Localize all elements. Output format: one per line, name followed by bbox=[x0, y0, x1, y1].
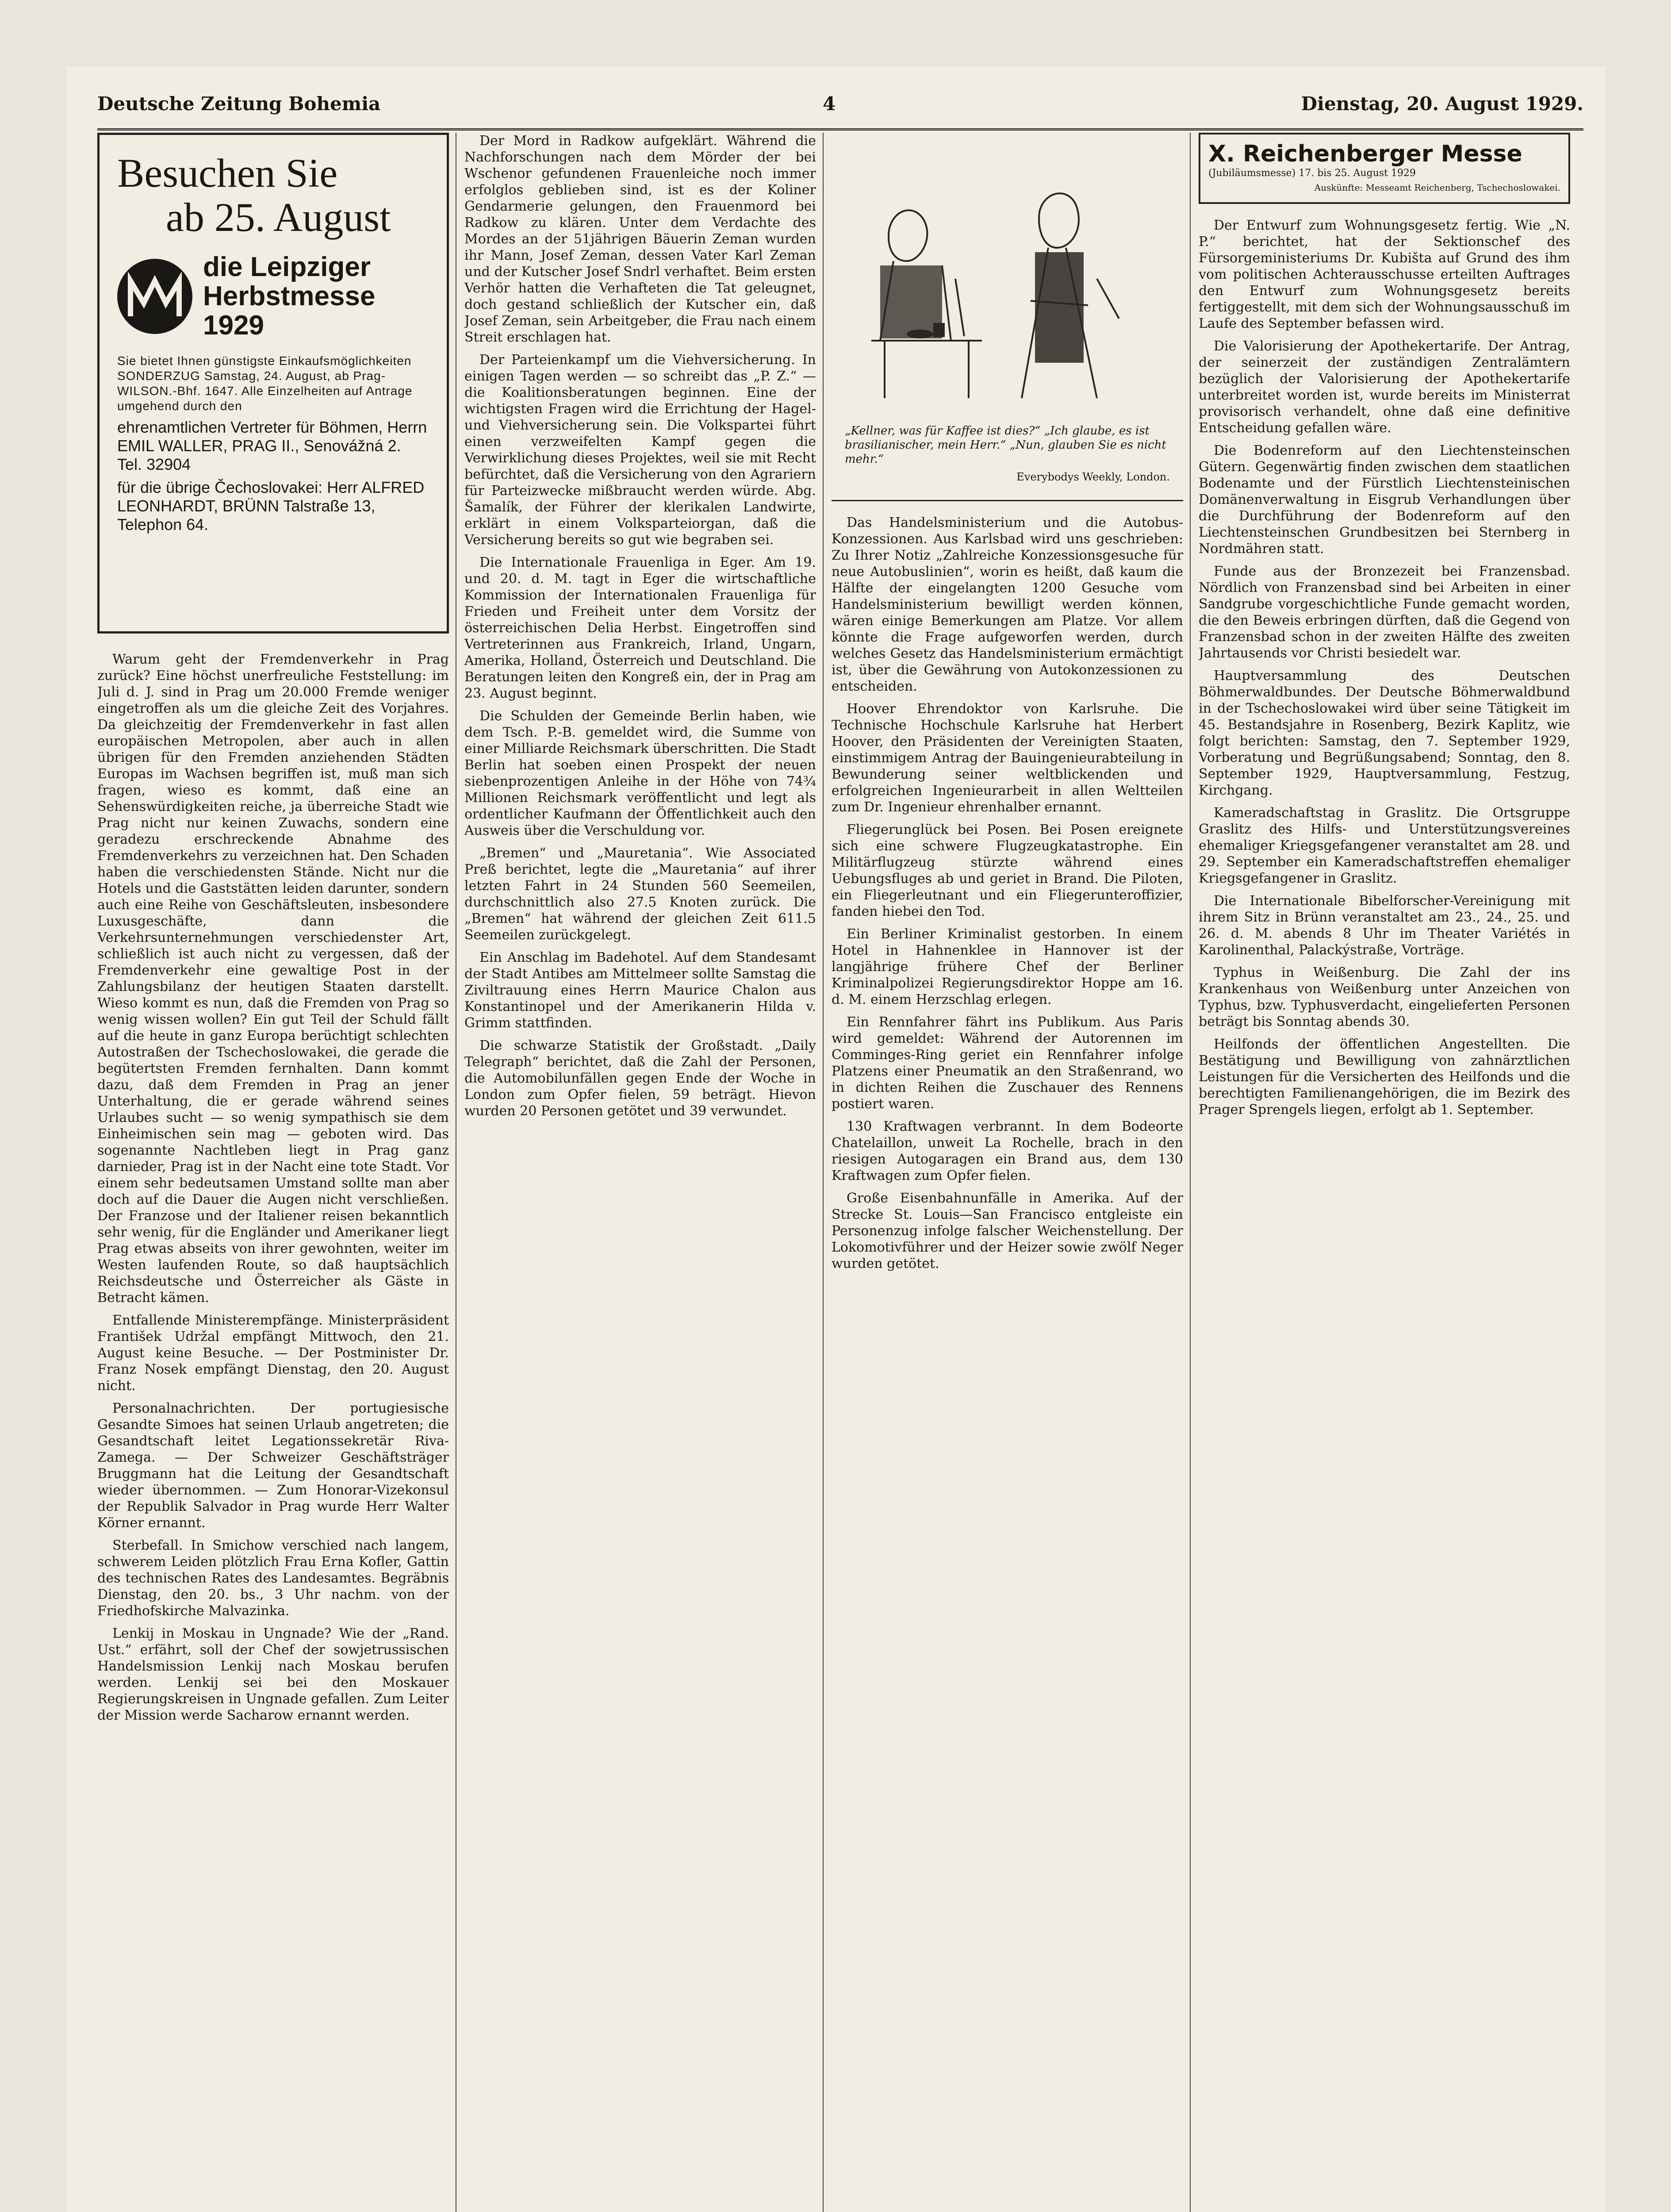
article: Ein Berliner Kriminalist gestorben. In einem Hotel in Hahnenklee in Hannover ist der langjährige frühere Chef der Berliner Kriminalpolizei Regierungsdirektor Hoppe am 16. d. M. einem Herzschlag erlegen. bbox=[832, 926, 1183, 1007]
article: Entfallende Ministerempfänge. Ministerpräsident František Udržal empfängt Mittwoch, den 21. August keine Besuche. — Der Postminister Dr. Franz Nosek empfängt Dienstag, den 20. August nicht. bbox=[97, 1313, 449, 1394]
article: Sterbefall. In Smichow verschied nach langem, schwerem Leiden plötzlich Frau Erna Kofler, Gattin des technischen Rates des Landesamtes. Begräbnis Dienstag, den 20. bs., 3 Uhr nachm. von der Friedhofskirche Malvazinka. bbox=[97, 1538, 449, 1619]
article: Warum geht der Fremdenverkehr in Prag zurück? Eine höchst unerfreuliche Feststellung: im Juli d. J. sind in Prag um 20.000 Fremde weniger eingetroffen als um die gleiche Zeit des Vorjahres. Da gleichzeitig der Fremdenverkehr in fast allen europäischen Metropolen, aber auch in allen übrigen für den Fremden anziehenden Städten Europas im Wachsen begriffen ist, muß man sich fragen, wieso es kommt, daß eine an Sehenswürdigkeiten reiche, ja überreiche Stadt wie Prag nicht nur keinen Zuwachs, sondern eine geradezu erschreckende Abnahme des Fremdenverkehrs zu verzeichnen hat. Den Schaden haben die verschiedensten Stände. Nicht nur die Hotels und die Gaststätten leiden darunter, sondern auch eine Reihe von Geschäftsleuten, insbesondere Luxusgeschäfte, dann die Verkehrsunternehmungen verschiedenster Art, schließlich ist auch nicht zu vergessen, daß der Fremdenverkehr eine gewaltige Post in der Zahlungsbilanz der heutigen Staaten darstellt. Wieso kommt es nun, daß die Fremden von Prag so wenig wissen wollen? Ein gut Teil der Schuld fällt auf die heute in ganz Europa berüchtigt schlechten Autostraßen der Tschechoslowakei, die gerade die begütertsten Fremden fernhalten. Dann kommt dazu, daß dem Fremden in Prag an jener Unterhaltung, die er gerade während seines Urlaubes sucht — so wenig sympathisch sie dem Einheimischen sein mag — geboten wird. Das sogenannte Nachtleben liegt in Prag ganz darnieder, Prag ist in der Nacht eine tote Stadt. Vor einem sehr bedeutsamen Umstand sollte man aber doch auf die Dauer die Augen nicht verschließen. Der Franzose und der Italiener reisen bekanntlich sehr wenig, für die Engländer und Amerikaner liegt Prag etwas abseits von ihrer gewohnten, weiter im Westen laufenden Route, so daß hauptsächlich Reichsdeutsche und Österreicher als Gäste in Betracht kämen. bbox=[97, 652, 449, 1306]
article: Fliegerunglück bei Posen. Bei Posen ereignete sich eine schwere Flugzeugkatastrophe. Ein Militärflugzeug stürzte während eines Uebungsfluges ab und geriet in Brand. Die Piloten, ein Fliegerleutnant und ein Fliegerunteroffizier, fanden hiebei den Tod. bbox=[832, 822, 1183, 919]
cartoon-credit: Everybodys Weekly, London. bbox=[1016, 471, 1170, 483]
article: Die Bodenreform auf den Liechtensteinschen Gütern. Gegenwärtig finden zwischen dem staatlichen Bodenamte und der Fürstlich Liechtensteinischen Domänenverwaltung in Eisgrub Verhandlungen über die Durchführung der Bodenreform auf den Liechtensteinschen Grundbesitzen bei Sternberg in Nordmähren statt. bbox=[1199, 443, 1570, 557]
leipzig-fair-logo-icon bbox=[117, 259, 192, 334]
article: Kameradschaftstag in Graslitz. Die Ortsgruppe Graslitz des Hilfs- und Unterstützungsvereines ehemaliger Kriegsgefangener veranstaltet am 28. und 29. September ein Kameradschaftstreffen ehemaliger Kriegsgefangener in Graslitz. bbox=[1199, 805, 1570, 886]
article: Die Valorisierung der Apothekertarife. Der Antrag, der seinerzeit der zuständigen Zentralämtern bezüglich der Valorisierung der Apothekertarife unterbreitet worden ist, wurde bereits im Ministerrat provisorisch verhandelt, ohne daß eine definitive Entscheidung gefallen wäre. bbox=[1199, 338, 1570, 436]
ad-fair-line-1: die Leipziger bbox=[203, 252, 371, 282]
ad-representative: ehrenamtlichen Vertreter für Böhmen, Herrn EMIL WALLER, PRAG II., Senovážná 2. Tel. 32904 bbox=[117, 418, 427, 473]
column-1 bbox=[97, 133, 449, 2212]
article: Die schwarze Statistik der Großstadt. „Daily Telegraph“ berichtet, daß die Zahl der Personen, die Automobilunfällen gegen Ende der Woche in London zum Opfer fielen, 59 beträgt. Hievon wurden 20 Personen getötet und 39 verwundet. bbox=[464, 1038, 816, 1119]
article: 130 Kraftwagen verbrannt. In dem Bodeorte Chatelaillon, unweit La Rochelle, brach in den riesigen Autogaragen ein Brand aus, dem 130 Kraftwagen zum Opfer fielen. bbox=[832, 1119, 1183, 1183]
article: Hauptversammlung des Deutschen Böhmerwaldbundes. Der Deutsche Böhmerwaldbund in der Tschechoslowakei wird über seine Tätigkeit im 45. Bestandsjahre in Rosenberg, Bezirk Kaplitz, wie folgt berichten: Samstag, den 7. September 1929, Vorberatung und Begrüßungsabend; Sonntag, den 8. September 1929, Hauptversammlung, Festzug, Kirchgang. bbox=[1199, 668, 1570, 798]
article: Große Eisenbahnunfälle in Amerika. Auf der Strecke St. Louis—San Francisco entgleiste ein Personenzug infolge falscher Weichenstellung. Der Lokomotivführer und der Heizer sowie zwölf Neger wurden getötet. bbox=[832, 1190, 1183, 1271]
cartoon-caption: „Kellner, was für Kaffee ist dies?“ „Ich glaube, es ist brasilianischer, mein Herr.“ „Nun, glauben Sie es nicht mehr.“ bbox=[845, 424, 1166, 466]
newspaper-name: Deutsche Zeitung Bohemia bbox=[97, 93, 381, 115]
article: Die Schulden der Gemeinde Berlin haben, wie dem Tsch. P.-B. gemeldet wird, die Summe von einer Milliarde Reichsmark überschritten. Die Stadt Berlin hat soeben einen Prospekt der neuen siebenprozentigen Anleihe in der Höhe von 74¾ Millionen Reichsmark veröffentlicht und legt als ordentlicher Kaufmann der Öffentlichkeit auch den Ausweis über die Verschuldung vor. bbox=[464, 708, 816, 838]
column-2 bbox=[464, 133, 816, 2212]
article: Der Parteienkampf um die Viehversicherung. In einigen Tagen werden — so schreibt das „P. Z.“ — die Koalitionsberatungen beginnen. Eine der wichtigsten Fragen wird die Errichtung der Hagel- und Viehversicherung sein. Die Volkspartei führt einen verzweifelten Kampf gegen die Verwirklichung dieses Projektes, weil sie mit Recht befürchtet, daß die Versicherung von den Agrariern für Parteizwecke mißbraucht werden würde. Abg. Šamalík, der Führer der klerikalen Landwirte, erklärt in einem Volksparteiorgan, daß die Versicherung bereits so gut wie begraben sei. bbox=[464, 352, 816, 548]
article: Typhus in Weißenburg. Die Zahl der ins Krankenhaus von Weißenburg unter Anzeichen von Typhus, bzw. Typhusverdacht, eingelieferten Personen beträgt bis Sonntag abends 30. bbox=[1199, 965, 1570, 1029]
article: Ein Rennfahrer fährt ins Publikum. Aus Paris wird gemeldet: Während der Autorennen im Comminges-Ring geriet ein Rennfahrer infolge Platzens einer Pneumatik an den Straßenrand, wo in dichten Reihen die Zuschauer des Rennens postiert waren. bbox=[832, 1014, 1183, 1112]
article: Hoover Ehrendoktor von Karlsruhe. Die Technische Hochschule Karlsruhe hat Herbert Hoover, den Präsidenten der Vereinigten Staaten, einstimmigem Antrag der Bauingenieurabteilung in Bewunderung seiner weltblickenden und erfolgreichen Ingenieurarbeit in allen Weltteilen zum Dr. Ingenieur ehrenhalber ernannt. bbox=[832, 701, 1183, 815]
article: Lenkij in Moskau in Ungnade? Wie der „Rand. Ust.“ erfährt, soll der Chef der sowjetrussischen Handelsmission Lenkij nach Moskau berufen werden. Lenkij sei bei den Moskauer Regierungskreisen in Ungnade gefallen. Zum Leiter der Mission werde Sacharow ernannt werden. bbox=[97, 1626, 449, 1723]
article: Heilfonds der öffentlichen Angestellten. Die Bestätigung und Bewilligung von zahnärztlichen Leistungen für die Versicherten des Heilfonds und die berechtigten Familienangehörigen, die im Bezirk des Prager Sprengels liegen, erfolgt ab 1. September. bbox=[1199, 1037, 1570, 1118]
leipzig-fair-ad bbox=[97, 133, 449, 634]
ad-body: Sie bietet Ihnen günstigste Einkaufsmöglichkeiten SONDERZUG Samstag, 24. August, ab Prag-WILSON.-Bhf. 1647. Alle Einzelheiten auf Antrage umgehend durch den bbox=[117, 354, 413, 413]
cartoon bbox=[832, 133, 1183, 501]
column-4 bbox=[1199, 133, 1570, 2212]
article: Die Internationale Bibelforscher-Vereinigung mit ihrem Sitz in Brünn veranstaltet am 23., 24., 25. und 26. d. M. abends 8 Uhr im Theater Variétés in Karolinenthal, Palackýstraße, Vorträge. bbox=[1199, 893, 1570, 958]
fair-info: Auskünfte: Messeamt Reichenberg, Tschechoslowakei. bbox=[1314, 182, 1560, 193]
ad-headline-1: Besuchen Sie bbox=[117, 150, 338, 196]
article: Ein Anschlag im Badehotel. Auf dem Standesamt der Stadt Antibes am Mittelmeer sollte Samstag die Ziviltrauung eines Herrn Maurice Chalon aus Konstantinopel und der Amerikanerin Hilda v. Grimm stattfinden. bbox=[464, 950, 816, 1031]
column-3 bbox=[832, 133, 1183, 2212]
article: Der Mord in Radkow aufgeklärt. Während die Nachforschungen nach dem Mörder der bei Wschenor gefundenen Frauenleiche noch immer erfolglos geblieben sind, ist es der Koliner Gendarmerie gelungen, den Frauenmord bei Radkow zu klären. Unter dem Verdachte des Mordes an der 51jährigen Bäuerin Zeman wurden ihr Mann, Josef Zeman, dessen Vater Karl Zeman und der Kutscher Josef Sndrl verhaftet. Beim ersten Verhör hatten die Verhafteten die Tat geleugnet, doch gestand schließlich der Kutscher ein, daß Josef Zeman, sein Arbeitgeber, die Frau nach einem Streit erschlagen hat. bbox=[464, 133, 816, 345]
newspaper-page bbox=[66, 66, 1606, 2212]
ad-fair-name bbox=[203, 253, 375, 340]
ad-other-contact: für die übrige Čechoslovakei: Herr ALFRED LEONHARDT, BRÜNN Talstraße 13, Telephon 64. bbox=[117, 478, 425, 534]
column-divider bbox=[1190, 133, 1191, 2212]
ad-fair-block bbox=[117, 253, 429, 340]
fair-title: X. Reichenberger Messe bbox=[1208, 141, 1522, 167]
article: „Bremen“ und „Mauretania“. Wie Associated Preß berichtet, legte die „Mauretania“ auf ihrer letzten Fahrt in 24 Stunden 560 Seemeilen, durchschnittlich also 27.5 Knoten zurück. Die „Bremen“ hat während der gleichen Zeit 611.5 Seemeilen zurückgelegt. bbox=[464, 845, 816, 943]
article: Der Entwurf zum Wohnungsgesetz fertig. Wie „N. P.“ berichtet, hat der Sektionschef des Fürsorgeministeriums Dr. Kubišta auf Grund des ihm vom politischen Achterausschusse erteilten Auftrages den Entwurf zum Wohnungsgesetz bereits fertiggestellt, mit dem sich der Wohnungsausschuß im Laufe des September befassen wird. bbox=[1199, 218, 1570, 331]
article: Die Internationale Frauenliga in Eger. Am 19. und 20. d. M. tagt in Eger die wirtschaftliche Kommission der Internationalen Frauenliga für Frieden und Freiheit unter dem Vorsitz der österreichischen Delia Herbst. Eingetroffen sind Vertreterinnen aus Frankreich, Irland, Ungarn, Amerika, Holland, Österreich und Deutschland. Die Beratungen leiten den Kongreß ein, der in Prag am 23. August beginnt. bbox=[464, 555, 816, 701]
fair-dates: (Jubiläumsmesse) 17. bis 25. August 1929 bbox=[1208, 168, 1416, 179]
reichenberg-fair-ad bbox=[1199, 133, 1570, 204]
article: Das Handelsministerium und die Autobus-Konzessionen. Aus Karlsbad wird uns geschrieben: Zu Ihrer Notiz „Zahlreiche Konzessionsgesuche für neue Autobuslinien“, worin es heißt, daß kaum die Hälfte der eingelangten 1200 Gesuche vom Handelsministerium bewilligt werden können, wären einige Bemerkungen am Platze. Vor allem könnte die Frage aufgeworfen werden, durch welches Gesetz das Handelsministerium ermächtigt ist, über die Gewährung von Autokonzessionen zu entscheiden. bbox=[832, 515, 1183, 694]
ad-fair-line-2: Herbstmesse bbox=[203, 281, 376, 311]
page-header bbox=[97, 88, 1583, 131]
cartoon-illustration bbox=[832, 133, 1183, 420]
ad-headline-2: ab 25. August bbox=[166, 195, 391, 240]
issue-date: Dienstag, 20. August 1929. bbox=[1301, 93, 1583, 115]
ad-fair-line-3: 1929 bbox=[203, 310, 264, 341]
column-divider bbox=[823, 133, 824, 2212]
article: Funde aus der Bronzezeit bei Franzensbad. Nördlich von Franzensbad sind bei Arbeiten in einer Sandgrube vorgeschichtliche Funde gemacht worden, die den Beweis erbringen dürften, daß die Gegend von Franzensbad schon in der zweiten Hälfte des zweiten Jahrtausends vor Christi besiedelt war. bbox=[1199, 564, 1570, 661]
article: Personalnachrichten. Der portugiesische Gesandte Simoes hat seinen Urlaub angetreten; die Gesandtschaft leitet Legationssekretär Riva-Zamega. — Der Schweizer Geschäftsträger Bruggmann hat die Leitung der Gesandtschaft wieder übernommen. — Zum Honorar-Vizekonsul der Republik Salvador in Prag wurde Herr Walter Körner ernannt. bbox=[97, 1401, 449, 1531]
page-number: 4 bbox=[823, 93, 836, 115]
